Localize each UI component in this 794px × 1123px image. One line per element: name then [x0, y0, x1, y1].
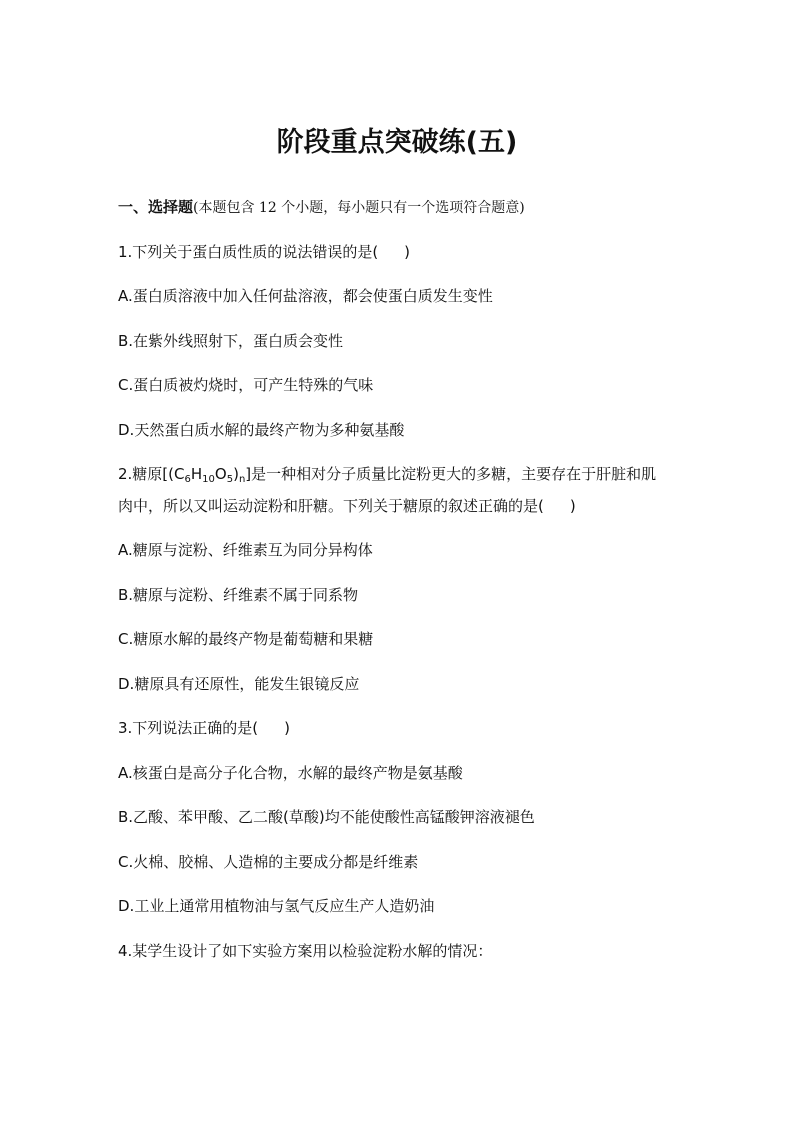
formula-subscript: n	[238, 474, 246, 485]
question-2-stem-suffix: ]是一种相对分子质量比淀粉更大的多糖，主要存在于肝脏和肌	[245, 465, 657, 483]
question-1-option-c: C.蛋白质被灼烧时，可产生特殊的气味	[118, 376, 374, 394]
question-2-option-c: C.糖原水解的最终产物是葡萄糖和果糖	[118, 630, 374, 648]
question-1-option-b: B.在紫外线照射下，蛋白质会变性	[118, 332, 344, 350]
question-2-stem-close: )	[569, 497, 576, 515]
question-4-stem: 4.某学生设计了如下实验方案用以检验淀粉水解的情况：	[118, 942, 493, 960]
question-1-option-a: A.蛋白质溶液中加入任何盐溶液，都会使蛋白质发生变性	[118, 287, 493, 305]
formula-paren: )	[233, 465, 239, 483]
question-3-option-d: D.工业上通常用植物油与氢气反应生产人造奶油	[118, 897, 435, 915]
section-heading	[118, 195, 678, 220]
question-3-option-b: B.乙酸、苯甲酸、乙二酸(草酸)均不能使酸性高锰酸钾溶液褪色	[118, 808, 535, 826]
question-2-option-a: A.糖原与淀粉、纤维素互为同分异构体	[118, 541, 373, 559]
question-1-stem-close: )	[404, 243, 411, 261]
formula-subscript: 10	[202, 474, 215, 485]
question-1-option-d: D.天然蛋白质水解的最终产物为多种氨基酸	[118, 421, 405, 439]
question-2-stem	[118, 462, 678, 486]
question-2-option-d: D.糖原具有还原性，能发生银镜反应	[118, 675, 360, 693]
formula-subscript: 6	[184, 474, 191, 485]
question-3-stem-close: )	[284, 719, 291, 737]
formula-subscript: 5	[226, 474, 234, 485]
question-3-stem	[118, 716, 678, 740]
question-2-stem-prefix: 2.糖原[(C	[118, 465, 185, 483]
page-title: 阶段重点突破练(五)	[276, 127, 518, 158]
question-2-stem-line2-text: 肉中，所以又叫运动淀粉和肝糖。下列关于糖原的叙述正确的是(	[118, 497, 544, 515]
section-heading-note: (本题包含 12 个小题，每小题只有一个选项符合题意)	[193, 200, 525, 216]
section-heading-label: 一、选择题	[118, 198, 194, 216]
question-3-stem-text: 3.下列说法正确的是(	[118, 719, 259, 737]
question-2-option-b: B.糖原与淀粉、纤维素不属于同系物	[118, 586, 359, 604]
formula-element: H	[190, 465, 203, 483]
formula-element: O	[214, 465, 227, 483]
question-1-stem	[118, 240, 678, 264]
question-2-stem-line2	[118, 494, 678, 518]
question-3-option-c: C.火棉、胶棉、人造棉的主要成分都是纤维素	[118, 853, 419, 871]
question-1-stem-text: 1.下列关于蛋白质性质的说法错误的是(	[118, 243, 379, 261]
question-3-option-a: A.核蛋白是高分子化合物，水解的最终产物是氨基酸	[118, 764, 463, 782]
